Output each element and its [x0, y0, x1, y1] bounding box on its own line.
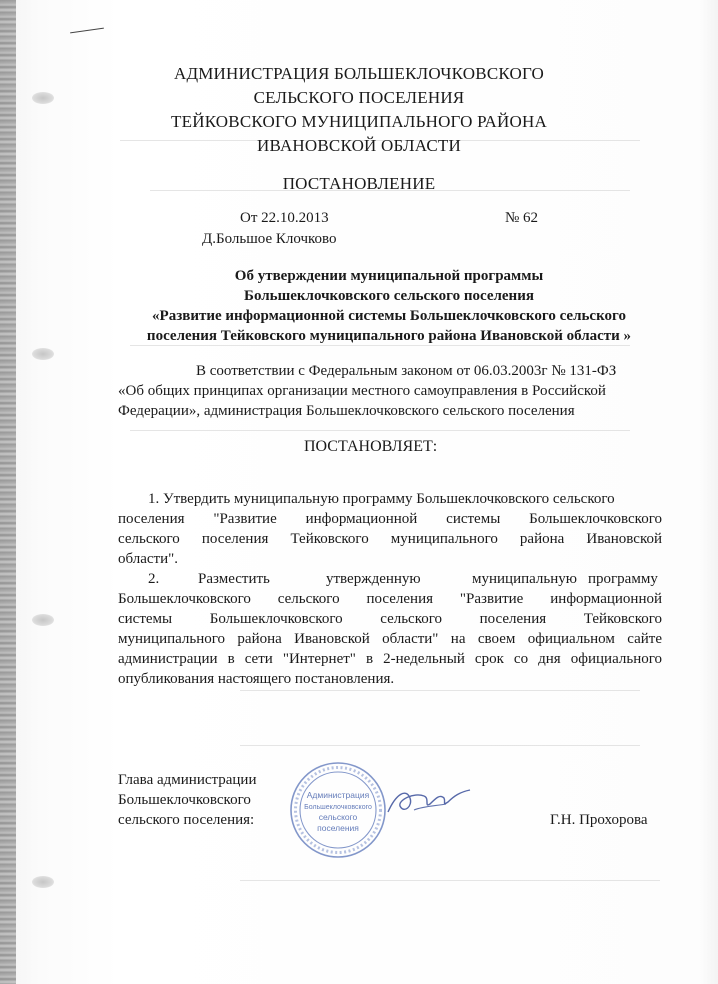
stamp-line4: поселения [317, 823, 359, 833]
document-type: ПОСТАНОВЛЕНИЕ [282, 174, 436, 193]
punch-hole [32, 348, 54, 360]
show-through [130, 430, 630, 431]
resolves-heading: ПОСТАНОВЛЯЕТ: [304, 438, 438, 455]
signatory-title-line1: Глава администрации [118, 772, 257, 788]
item2-word: Разместить [198, 571, 270, 587]
item2-line6: опубликования настоящего постановления. [118, 671, 395, 687]
org-name-line2: СЕЛЬСКОГО ПОСЕЛЕНИЯ [253, 88, 465, 107]
org-name-line1: АДМИНИСТРАЦИЯ БОЛЬШЕКЛОЧКОВСКОГО [173, 64, 545, 83]
item2-word: муниципальную [472, 571, 577, 587]
stamp-line1: Администрация [306, 790, 370, 800]
item1-line4: области". [118, 551, 179, 567]
signatory-title-line2: Большеклочковского [118, 792, 251, 808]
preamble-line2: «Об общих принципах организации местного самоуправления в Российской [118, 383, 606, 399]
item1-line3: сельского поселения Тейковского муниципального района Ивановской [118, 531, 662, 547]
document-place: Д.Большое Клочково [202, 231, 337, 247]
signatory-name: Г.Н. Прохорова [550, 812, 648, 828]
item1-line2: поселения "Развитие информационной системы Большеклочковского [118, 511, 662, 527]
org-name-line4: ИВАНОВСКОЙ ОБЛАСТИ [257, 136, 461, 155]
handwritten-signature [384, 776, 474, 826]
punch-hole [32, 614, 54, 626]
show-through [240, 880, 660, 881]
show-through [240, 690, 640, 691]
org-name-line3: ТЕЙКОВСКОГО МУНИЦИПАЛЬНОГО РАЙОНА [171, 112, 547, 131]
item2-line3: системы Большеклочковского сельского поселения Тейковского [118, 611, 662, 627]
item2-word: утвержденную [326, 571, 421, 587]
document-number: № 62 [505, 210, 539, 226]
document-date: От 22.10.2013 [240, 210, 329, 226]
item2-number: 2. [148, 571, 160, 587]
stamp-line3: сельского [318, 812, 358, 822]
item2-word: программу [588, 571, 658, 587]
title-line4: поселения Тейковского муниципального района Ивановской области » [146, 328, 632, 344]
item1-line1: 1. Утвердить муниципальную программу Большеклочковского сельского [148, 491, 615, 507]
title-line1: Об утверждении муниципальной программы [234, 268, 544, 284]
signatory-title-line3: сельского поселения: [118, 812, 255, 828]
item2-line5: администрации в сети "Интернет" в 2-недельный срок со дня официального [118, 651, 662, 667]
title-line2: Большеклочковского сельского поселения [244, 288, 534, 304]
item2-line2: Большеклочковского сельского поселения "Развитие информационной [118, 591, 662, 607]
punch-hole [32, 876, 54, 888]
item2-line4: муниципального района Ивановской области" на своем официальном сайте [118, 631, 662, 647]
pen-mark [70, 28, 104, 34]
title-line3: «Развитие информационной системы Большеклочковского сельского [152, 308, 626, 324]
preamble-line3: Федерации», администрация Большеклочковского сельского поселения [118, 403, 575, 419]
stamp-line2: Большеклочковского [304, 804, 372, 811]
show-through [240, 745, 640, 746]
official-stamp [288, 760, 388, 860]
preamble-line1: В соответствии с Федеральным законом от 06.03.2003г № 131-ФЗ [196, 363, 617, 379]
